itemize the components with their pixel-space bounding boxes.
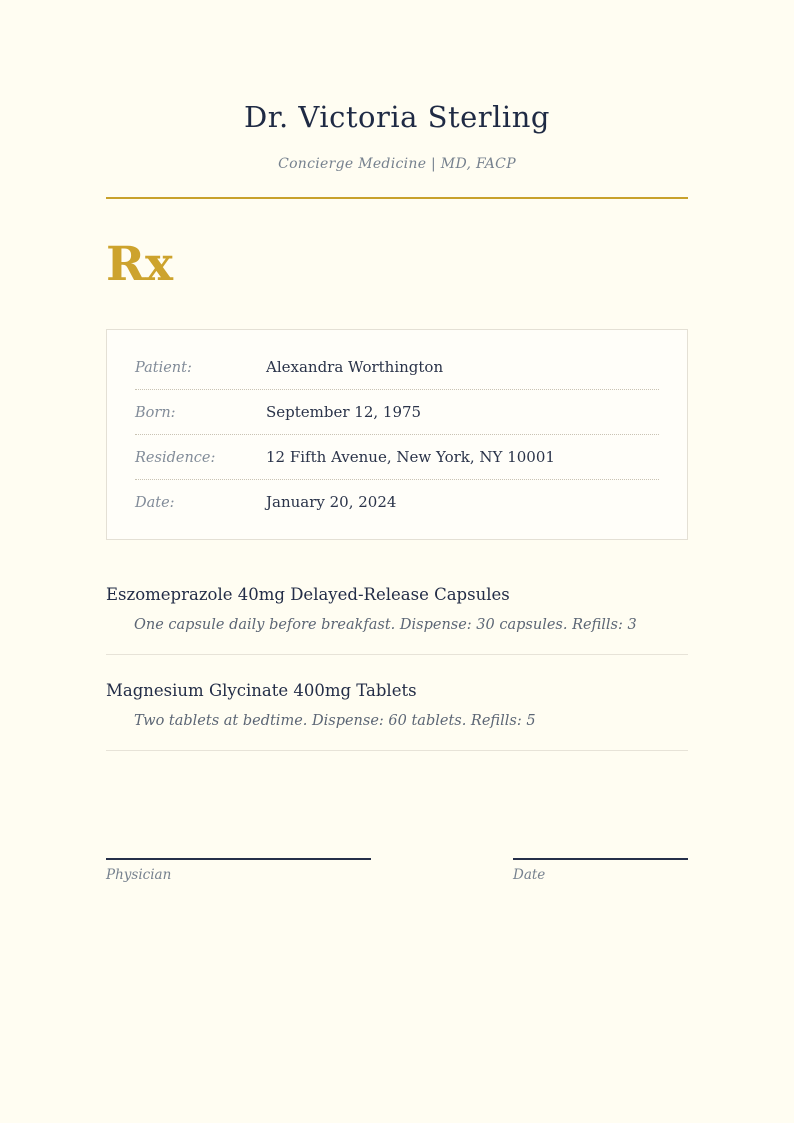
residence-label: Residence: bbox=[135, 449, 216, 466]
physician-signature-line bbox=[106, 858, 371, 860]
prescription-item bbox=[106, 679, 688, 751]
rx-symbol: Rx bbox=[106, 236, 174, 292]
birth-date-row bbox=[135, 390, 659, 435]
residence-row bbox=[135, 435, 659, 480]
date-signature-label: Date bbox=[513, 866, 546, 883]
doctor-name: Dr. Victoria Sterling bbox=[244, 100, 550, 134]
prescription-item bbox=[106, 583, 688, 655]
letterhead bbox=[106, 0, 688, 199]
residence-value: 12 Fifth Avenue, New York, NY 10001 bbox=[266, 447, 555, 466]
medication-instructions: Two tablets at bedtime. Dispense: 60 tablets. Refills: 5 bbox=[134, 712, 536, 729]
birth-date-label: Born: bbox=[135, 404, 176, 421]
signature-section bbox=[106, 858, 688, 883]
patient-name-label: Patient: bbox=[135, 359, 192, 376]
medication-name: Magnesium Glycinate 400mg Tablets bbox=[106, 680, 417, 700]
physician-signature-label: Physician bbox=[106, 866, 172, 883]
prescription-date-label: Date: bbox=[135, 494, 175, 511]
medication-instructions: One capsule daily before breakfast. Dispense: 30 capsules. Refills: 3 bbox=[134, 616, 637, 633]
prescription-divider bbox=[106, 654, 688, 655]
letterhead-divider bbox=[106, 197, 688, 199]
date-signature-line bbox=[513, 858, 688, 860]
patient-name-row bbox=[135, 345, 659, 390]
prescription-divider bbox=[106, 750, 688, 751]
birth-date-value: September 12, 1975 bbox=[266, 402, 422, 421]
patient-name-value: Alexandra Worthington bbox=[266, 357, 444, 376]
patient-info-card bbox=[106, 329, 688, 540]
prescription-date-value: January 20, 2024 bbox=[266, 492, 397, 511]
prescription-list bbox=[106, 583, 688, 751]
doctor-credentials: Concierge Medicine | MD, FACP bbox=[278, 155, 516, 172]
medication-name: Eszomeprazole 40mg Delayed-Release Capsules bbox=[106, 584, 510, 604]
date-signature-block bbox=[513, 858, 688, 883]
physician-signature-block bbox=[106, 858, 371, 883]
prescription-date-row bbox=[135, 480, 659, 524]
